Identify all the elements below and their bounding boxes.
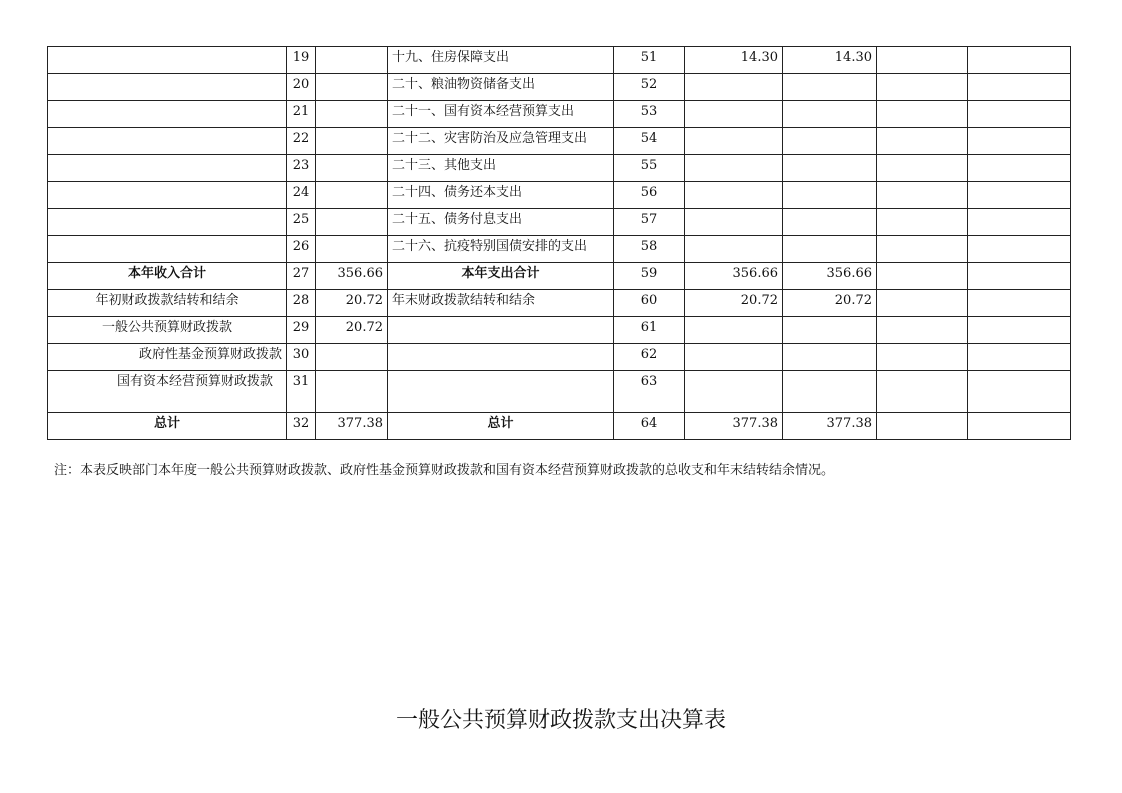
expense-basic: [783, 101, 877, 128]
fiscal-budget-table: [47, 46, 1071, 440]
income-amount: [316, 182, 388, 209]
expense-label: [388, 371, 614, 413]
expense-basic: [783, 155, 877, 182]
table-row: [48, 236, 1071, 263]
income-label: 总计: [48, 413, 287, 440]
income-amount: [316, 155, 388, 182]
expense-project: [877, 317, 968, 344]
income-amount: [316, 74, 388, 101]
expense-line-no: 51: [614, 47, 685, 74]
income-amount: [316, 47, 388, 74]
income-amount: [316, 128, 388, 155]
table-row: [48, 344, 1071, 371]
expense-label: 年末财政拨款结转和结余: [388, 290, 614, 317]
expense-line-no: 59: [614, 263, 685, 290]
expense-project: [877, 290, 968, 317]
expense-gov-fund: [968, 236, 1071, 263]
income-amount: [316, 236, 388, 263]
expense-project: [877, 101, 968, 128]
expense-project: [877, 344, 968, 371]
income-label: [48, 155, 287, 182]
expense-line-no: 56: [614, 182, 685, 209]
expense-gov-fund: [968, 344, 1071, 371]
expense-line-no: 61: [614, 317, 685, 344]
expense-gov-fund: [968, 47, 1071, 74]
table-row: [48, 317, 1071, 344]
expense-label: 二十二、灾害防治及应急管理支出: [388, 128, 614, 155]
table-row: [48, 155, 1071, 182]
expense-label: 二十、粮油物资储备支出: [388, 74, 614, 101]
expense-total: [685, 371, 783, 413]
expense-project: [877, 236, 968, 263]
table-row: [48, 47, 1071, 74]
income-line-no: 20: [287, 74, 316, 101]
expense-total: 20.72: [685, 290, 783, 317]
expense-basic: [783, 344, 877, 371]
income-line-no: 29: [287, 317, 316, 344]
income-line-no: 32: [287, 413, 316, 440]
income-line-no: 27: [287, 263, 316, 290]
expense-project: [877, 413, 968, 440]
income-line-no: 25: [287, 209, 316, 236]
income-amount: 20.72: [316, 317, 388, 344]
expense-line-no: 62: [614, 344, 685, 371]
table-row: [48, 128, 1071, 155]
expense-gov-fund: [968, 290, 1071, 317]
income-amount: [316, 344, 388, 371]
expense-line-no: 64: [614, 413, 685, 440]
expense-project: [877, 155, 968, 182]
table-footnote: 注：本表反映部门本年度一般公共预算财政拨款、政府性基金预算财政拨款和国有资本经营预算财政拨款的总收支和年末结转结余情况。: [54, 463, 835, 478]
expense-project: [877, 371, 968, 413]
expense-gov-fund: [968, 128, 1071, 155]
expense-line-no: 53: [614, 101, 685, 128]
income-line-no: 26: [287, 236, 316, 263]
income-label: [48, 74, 287, 101]
income-label: 一般公共预算财政拨款: [48, 317, 287, 344]
expense-total: 356.66: [685, 263, 783, 290]
expense-total: [685, 74, 783, 101]
expense-gov-fund: [968, 263, 1071, 290]
expense-label: 二十六、抗疫特别国债安排的支出: [388, 236, 614, 263]
expense-basic: [783, 182, 877, 209]
income-line-no: 28: [287, 290, 316, 317]
expense-basic: [783, 128, 877, 155]
table-row-year-total: [48, 263, 1071, 290]
expense-gov-fund: [968, 155, 1071, 182]
income-amount: 356.66: [316, 263, 388, 290]
income-label: [48, 128, 287, 155]
expense-line-no: 63: [614, 371, 685, 413]
table-row: [48, 74, 1071, 101]
next-table-title: 一般公共预算财政拨款支出决算表: [395, 708, 726, 733]
expense-basic: 20.72: [783, 290, 877, 317]
expense-basic: 356.66: [783, 263, 877, 290]
expense-line-no: 54: [614, 128, 685, 155]
expense-project: [877, 128, 968, 155]
expense-label: 二十五、债务付息支出: [388, 209, 614, 236]
expense-label: [388, 344, 614, 371]
expense-total: [685, 209, 783, 236]
income-amount: [316, 101, 388, 128]
income-amount: 377.38: [316, 413, 388, 440]
income-line-no: 23: [287, 155, 316, 182]
expense-gov-fund: [968, 413, 1071, 440]
table-row: [48, 371, 1071, 413]
income-label: [48, 101, 287, 128]
expense-total: [685, 317, 783, 344]
expense-basic: [783, 74, 877, 101]
expense-label: 二十一、国有资本经营预算支出: [388, 101, 614, 128]
income-label: 年初财政拨款结转和结余: [48, 290, 287, 317]
income-line-no: 24: [287, 182, 316, 209]
income-label: 政府性基金预算财政拨款: [48, 344, 287, 371]
income-line-no: 22: [287, 128, 316, 155]
income-label: [48, 236, 287, 263]
expense-label: 二十四、债务还本支出: [388, 182, 614, 209]
table-row: [48, 101, 1071, 128]
table-row-grand-total: [48, 413, 1071, 440]
expense-label: 总计: [388, 413, 614, 440]
expense-gov-fund: [968, 101, 1071, 128]
expense-gov-fund: [968, 371, 1071, 413]
table-row: [48, 209, 1071, 236]
expense-total: 377.38: [685, 413, 783, 440]
expense-total: [685, 182, 783, 209]
income-line-no: 21: [287, 101, 316, 128]
expense-basic: [783, 209, 877, 236]
income-amount: [316, 209, 388, 236]
expense-basic: [783, 236, 877, 263]
expense-label: 本年支出合计: [388, 263, 614, 290]
income-amount: 20.72: [316, 290, 388, 317]
expense-total: [685, 155, 783, 182]
expense-line-no: 52: [614, 74, 685, 101]
expense-label: [388, 317, 614, 344]
income-label: 本年收入合计: [48, 263, 287, 290]
income-line-no: 31: [287, 371, 316, 413]
income-line-no: 30: [287, 344, 316, 371]
expense-line-no: 58: [614, 236, 685, 263]
income-label: [48, 209, 287, 236]
expense-total: [685, 101, 783, 128]
income-label: [48, 182, 287, 209]
table-row: [48, 182, 1071, 209]
expense-basic: [783, 371, 877, 413]
expense-basic: [783, 317, 877, 344]
income-label: 国有资本经营预算财政拨款: [48, 371, 287, 413]
expense-label: 十九、住房保障支出: [388, 47, 614, 74]
expense-total: [685, 128, 783, 155]
expense-gov-fund: [968, 74, 1071, 101]
expense-label: 二十三、其他支出: [388, 155, 614, 182]
income-amount: [316, 371, 388, 413]
expense-basic: 377.38: [783, 413, 877, 440]
expense-gov-fund: [968, 317, 1071, 344]
expense-project: [877, 209, 968, 236]
expense-gov-fund: [968, 182, 1071, 209]
expense-project: [877, 47, 968, 74]
expense-project: [877, 182, 968, 209]
income-line-no: 19: [287, 47, 316, 74]
income-label: [48, 47, 287, 74]
expense-total: 14.30: [685, 47, 783, 74]
expense-line-no: 57: [614, 209, 685, 236]
expense-total: [685, 236, 783, 263]
expense-project: [877, 263, 968, 290]
expense-line-no: 60: [614, 290, 685, 317]
expense-line-no: 55: [614, 155, 685, 182]
expense-basic: 14.30: [783, 47, 877, 74]
expense-gov-fund: [968, 209, 1071, 236]
table-row: [48, 290, 1071, 317]
expense-project: [877, 74, 968, 101]
expense-total: [685, 344, 783, 371]
